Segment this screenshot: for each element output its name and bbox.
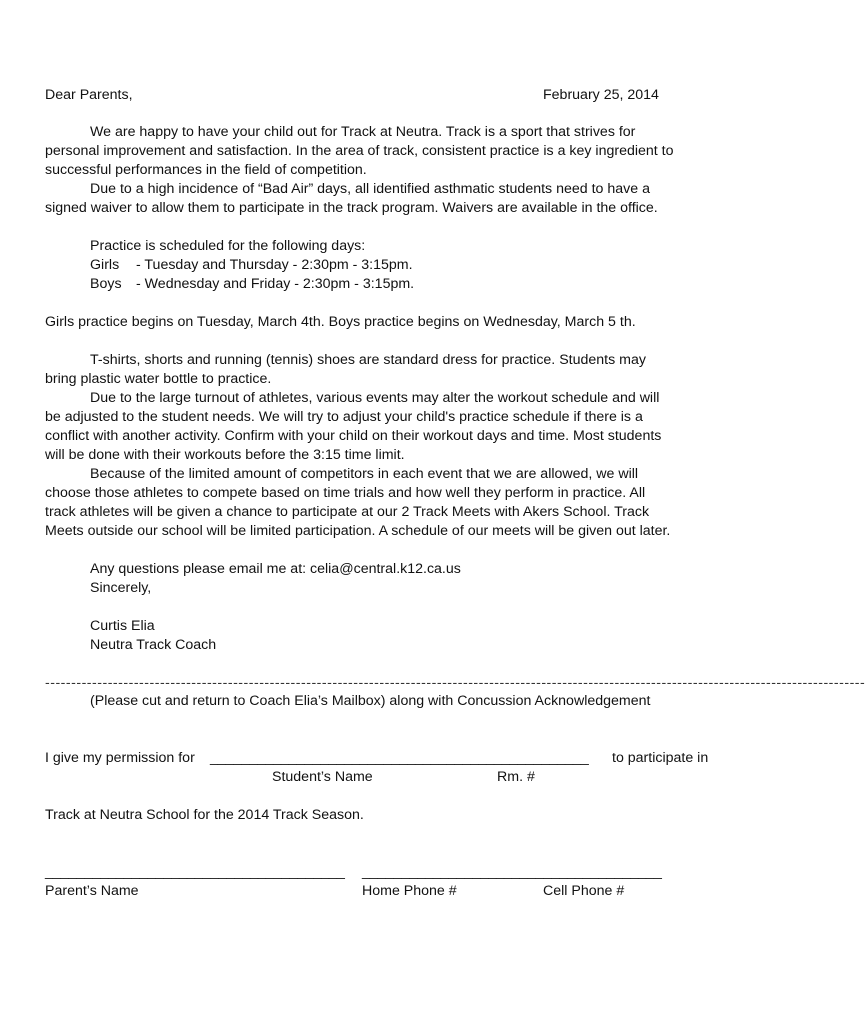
paragraph-line: Due to the large turnout of athletes, various events may alter the workout schedule and will — [90, 390, 660, 406]
permission-prefix: I give my permission for — [45, 750, 195, 766]
signer-title: Neutra Track Coach — [90, 637, 217, 653]
closing: Sincerely, — [90, 580, 152, 596]
phone-blank: ______________________________________ — [362, 864, 662, 880]
salutation: Dear Parents, — [45, 87, 133, 103]
paragraph-line: Because of the limited amount of competitors in each event that we are allowed, we will — [90, 466, 639, 482]
paragraph-line: T-shirts, shorts and running (tennis) shoes are standard dress for practice. Students may — [90, 352, 646, 368]
signer-name: Curtis Elia — [90, 618, 155, 634]
practice-begins: Girls practice begins on Tuesday, March 4th. Boys practice begins on Wednesday, March 5 th. — [45, 314, 636, 330]
parent-name-label: Parent’s Name — [45, 883, 139, 899]
paragraph-line: be adjusted to the student needs. We will try to adjust your child's practice schedule if there is a — [45, 409, 643, 425]
student-name-label: Student’s Name — [272, 769, 373, 785]
paragraph-line: track athletes will be given a chance to participate at our 2 Track Meets with Akers School. Track — [45, 504, 650, 520]
paragraph-line: Due to a high incidence of “Bad Air” days, all identified asthmatic students need to have a — [90, 181, 650, 197]
paragraph-line: personal improvement and satisfaction. In the area of track, consistent practice is a key ingredient to — [45, 143, 674, 159]
home-phone-label: Home Phone # — [362, 883, 457, 899]
season-line: Track at Neutra School for the 2014 Track Season. — [45, 807, 364, 823]
cell-phone-label: Cell Phone # — [543, 883, 625, 899]
letter-date: February 25, 2014 — [543, 87, 659, 103]
paragraph-line: Meets outside our school will be limited participation. A schedule of our meets will be given out later. — [45, 523, 671, 539]
paragraph-line: conflict with another activity. Confirm with your child on their workout days and time. Most students — [45, 428, 662, 444]
schedule-girls-label: Girls — [90, 257, 120, 273]
paragraph-line: will be done with their workouts before the 3:15 time limit. — [45, 447, 405, 463]
paragraph-line: choose those athletes to compete based on time trials and how well they perform in practice. All — [45, 485, 646, 501]
paragraph-line: We are happy to have your child out for Track at Neutra. Track is a sport that strives for — [90, 124, 636, 140]
schedule-intro: Practice is scheduled for the following days: — [90, 238, 366, 254]
questions-contact: Any questions please email me at: celia@central.k12.ca.us — [90, 561, 461, 577]
paragraph-line: successful performances in the field of competition. — [45, 162, 367, 178]
schedule-girls-time: - Tuesday and Thursday - 2:30pm - 3:15pm. — [136, 257, 413, 273]
paragraph-line: bring plastic water bottle to practice. — [45, 371, 272, 387]
schedule-boys-time: - Wednesday and Friday - 2:30pm - 3:15pm. — [136, 276, 415, 292]
cut-line: ------------------------------------------------------------------------------------------------------------------------------------------------------------- — [45, 675, 865, 691]
student-name-blank: ________________________________________________ — [210, 750, 589, 766]
parent-name-blank: ______________________________________ — [45, 864, 345, 880]
slip-instructions: (Please cut and return to Coach Elia’s Mailbox) along with Concussion Acknowledgement — [90, 693, 651, 709]
paragraph-line: signed waiver to allow them to participate in the track program. Waivers are available in the office. — [45, 200, 658, 216]
room-label: Rm. # — [497, 769, 535, 785]
permission-suffix: to participate in — [612, 750, 709, 766]
schedule-boys-label: Boys — [90, 276, 122, 292]
